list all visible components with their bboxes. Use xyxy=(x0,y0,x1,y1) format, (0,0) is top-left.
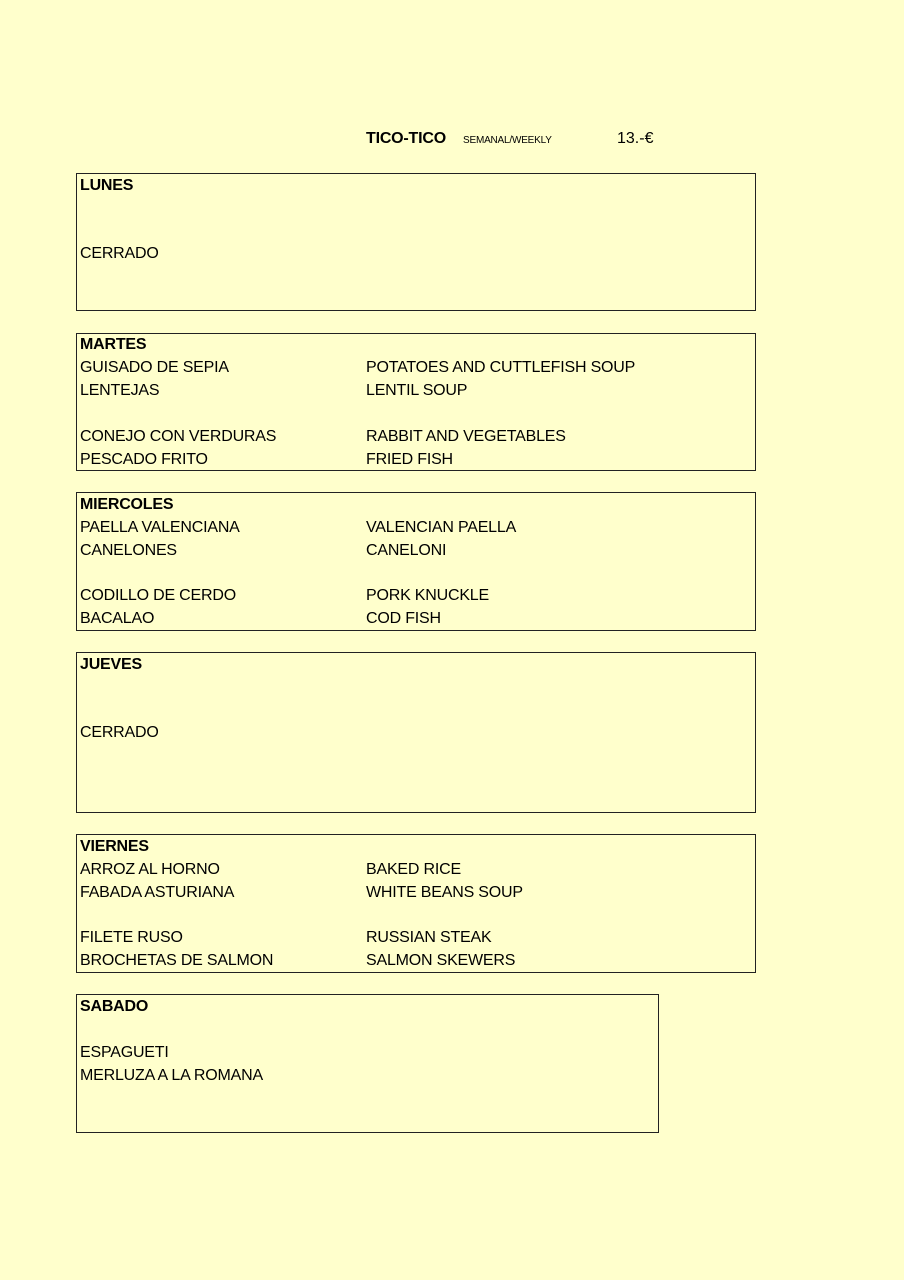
day-name: MARTES xyxy=(80,336,147,353)
dish-spanish: CONEJO CON VERDURAS xyxy=(80,428,277,445)
day-monday xyxy=(76,173,756,311)
dish-english: CANELONI xyxy=(366,542,447,559)
dish-english: LENTIL SOUP xyxy=(366,382,468,399)
day-name: JUEVES xyxy=(80,656,142,673)
dish-spanish: FILETE RUSO xyxy=(80,929,183,946)
dish-english: PORK KNUCKLE xyxy=(366,587,489,604)
dish-spanish: LENTEJAS xyxy=(80,382,160,399)
dish-spanish: PAELLA VALENCIANA xyxy=(80,519,240,536)
dish-english: FRIED FISH xyxy=(366,451,453,468)
dish-spanish: BACALAO xyxy=(80,610,155,627)
day-saturday xyxy=(76,994,659,1133)
dish-spanish: PESCADO FRITO xyxy=(80,451,208,468)
day-friday xyxy=(76,834,756,973)
closed-note: CERRADO xyxy=(80,245,159,262)
dish-spanish: FABADA ASTURIANA xyxy=(80,884,235,901)
day-wednesday xyxy=(76,492,756,631)
dish-spanish: ESPAGUETI xyxy=(80,1044,169,1061)
dish-spanish: ARROZ AL HORNO xyxy=(80,861,220,878)
dish-english: VALENCIAN PAELLA xyxy=(366,519,517,536)
dish-spanish: GUISADO DE SEPIA xyxy=(80,359,229,376)
menu-header xyxy=(0,128,904,152)
day-name: VIERNES xyxy=(80,838,149,855)
day-name: LUNES xyxy=(80,177,134,194)
menu-period: SEMANAL/WEEKLY xyxy=(463,135,552,146)
dish-spanish: CANELONES xyxy=(80,542,177,559)
day-name: MIERCOLES xyxy=(80,496,174,513)
dish-english: COD FISH xyxy=(366,610,441,627)
day-thursday xyxy=(76,652,756,813)
dish-english: RABBIT AND VEGETABLES xyxy=(366,428,566,445)
dish-english: SALMON SKEWERS xyxy=(366,952,516,969)
menu-price: 13.-€ xyxy=(617,130,654,147)
restaurant-name: TICO-TICO xyxy=(366,130,446,147)
dish-spanish: MERLUZA A LA ROMANA xyxy=(80,1067,263,1084)
dish-english: POTATOES AND CUTTLEFISH SOUP xyxy=(366,359,636,376)
dish-english: WHITE BEANS SOUP xyxy=(366,884,523,901)
closed-note: CERRADO xyxy=(80,724,159,741)
day-tuesday xyxy=(76,333,756,471)
dish-english: RUSSIAN STEAK xyxy=(366,929,492,946)
dish-spanish: BROCHETAS DE SALMON xyxy=(80,952,274,969)
day-name: SABADO xyxy=(80,998,149,1015)
dish-spanish: CODILLO DE CERDO xyxy=(80,587,236,604)
dish-english: BAKED RICE xyxy=(366,861,461,878)
